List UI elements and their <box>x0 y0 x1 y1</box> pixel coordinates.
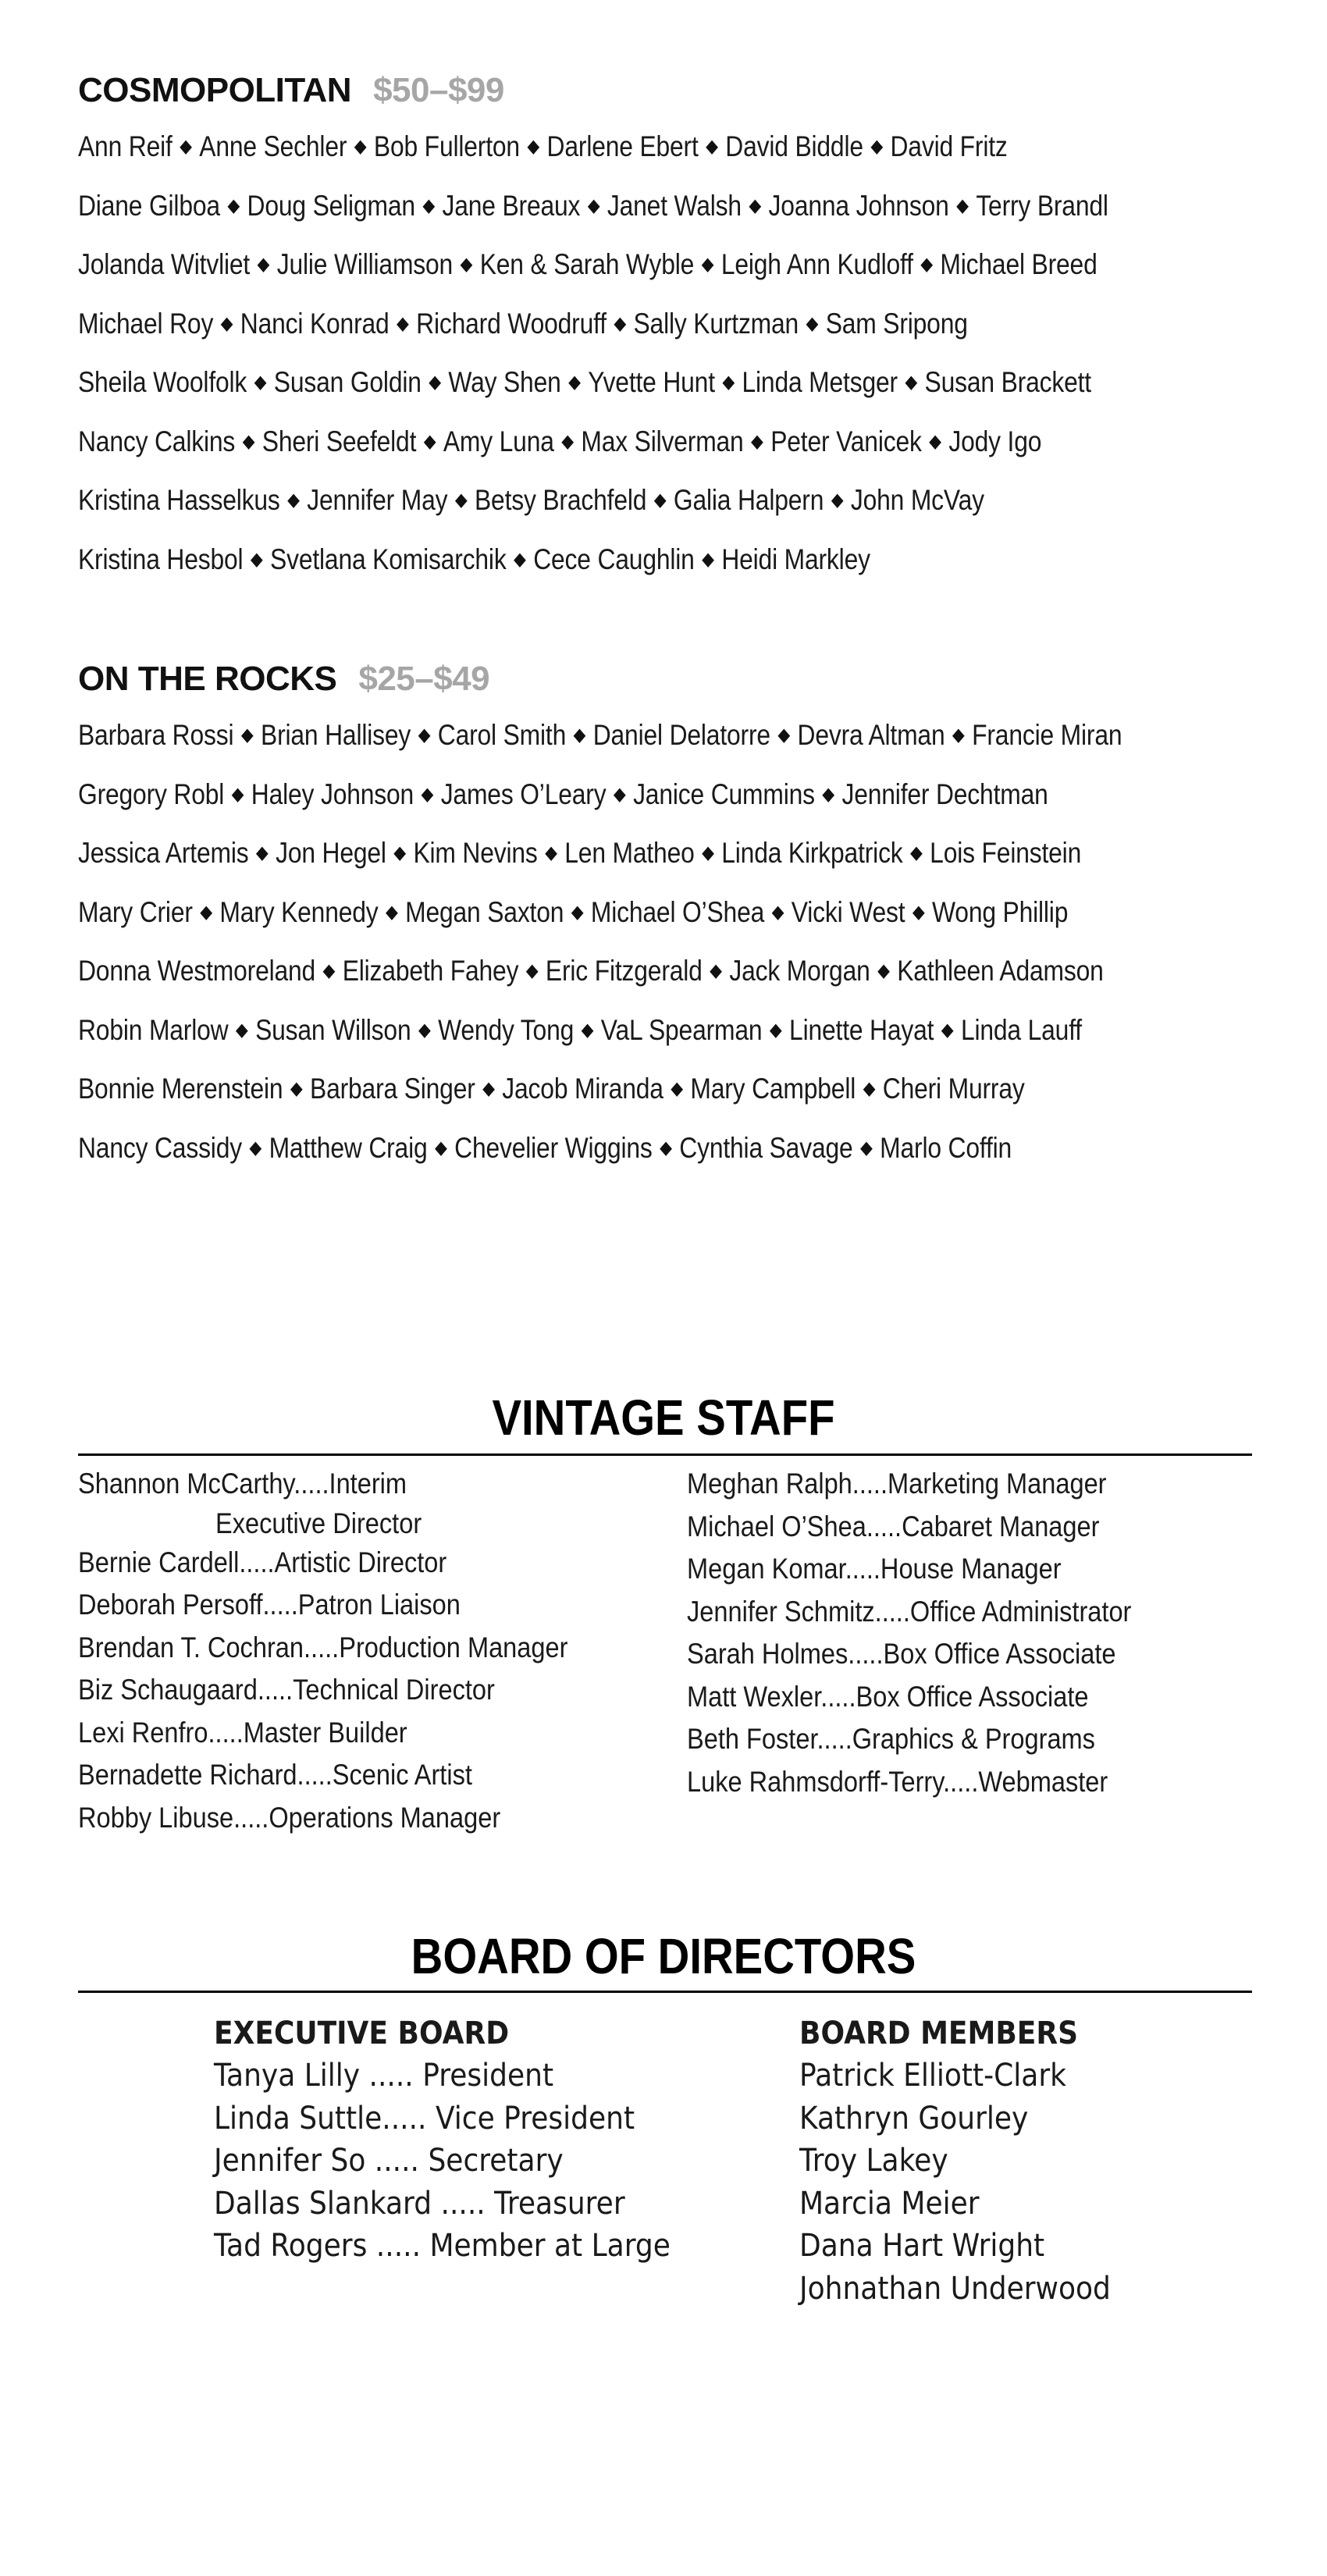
diamond-separator-icon: ◆ <box>769 1019 782 1041</box>
board-members-heading: BOARD MEMBERS <box>799 2016 1079 2051</box>
board-member-entry: Marcia Meier <box>799 2185 980 2222</box>
donor-name: Cece Caughlin <box>533 543 695 575</box>
diamond-separator-icon: ◆ <box>525 960 539 981</box>
donor-name: Brian Hallisey <box>261 719 411 751</box>
diamond-separator-icon: ◆ <box>423 430 436 452</box>
donor-name: Svetlana Komisarchik <box>270 543 507 575</box>
diamond-separator-icon: ◆ <box>393 842 406 863</box>
donor-line <box>78 471 1098 530</box>
donor-name: Jack Morgan <box>729 955 870 987</box>
diamond-separator-icon: ◆ <box>421 783 434 805</box>
donor-name: Amy Luna <box>443 425 554 457</box>
donor-name: Eric Fitzgerald <box>545 955 703 987</box>
donor-line <box>78 883 1098 942</box>
board-member-entry: Kathryn Gourley <box>799 2100 1029 2137</box>
donor-line <box>78 706 1122 765</box>
diamond-separator-icon: ◆ <box>354 136 367 157</box>
cosmopolitan-section <box>78 64 1265 589</box>
donor-name: David Biddle <box>725 130 863 162</box>
diamond-separator-icon: ◆ <box>614 312 627 334</box>
staff-entry: Bernadette Richard.....Scenic Artist <box>78 1759 472 1791</box>
staff-entry: Jennifer Schmitz.....Office Administrator <box>687 1595 1132 1628</box>
diamond-separator-icon: ◆ <box>777 724 791 745</box>
diamond-separator-icon: ◆ <box>418 724 431 745</box>
donor-name: Jennifer Dechtman <box>841 777 1048 810</box>
diamond-separator-icon: ◆ <box>920 254 933 275</box>
diamond-separator-icon: ◆ <box>859 1137 873 1158</box>
staff-entry: Michael O’Shea.....Cabaret Manager <box>687 1510 1100 1542</box>
diamond-separator-icon: ◆ <box>749 194 762 216</box>
diamond-separator-icon: ◆ <box>653 489 667 511</box>
diamond-separator-icon: ◆ <box>702 548 714 570</box>
diamond-separator-icon: ◆ <box>434 1137 447 1158</box>
tier-name: ON THE ROCKS <box>78 660 337 698</box>
diamond-separator-icon: ◆ <box>418 1019 431 1041</box>
staff-column-right <box>687 1463 1296 1803</box>
donor-line <box>78 765 1098 824</box>
donor-name: Jacob Miranda <box>502 1073 664 1105</box>
executive-board-entry: Linda Suttle..... Vice President <box>214 2100 635 2137</box>
donor-name: Jolanda Witvliet <box>78 248 251 280</box>
board-member-entry: Dana Hart Wright <box>799 2228 1045 2264</box>
donor-name: Galia Halpern <box>673 484 824 516</box>
on-the-rocks-donor-list <box>78 706 1265 1177</box>
diamond-separator-icon: ◆ <box>385 901 398 923</box>
staff-entry: Lexi Renfro.....Master Builder <box>78 1716 407 1749</box>
staff-entry: Sarah Holmes.....Box Office Associate <box>687 1638 1116 1670</box>
diamond-separator-icon: ◆ <box>701 254 714 275</box>
diamond-separator-icon: ◆ <box>910 842 923 863</box>
donor-name: Cynthia Savage <box>679 1131 853 1164</box>
on-the-rocks-section <box>78 653 1265 1177</box>
donor-name: Kim Nevins <box>413 837 538 869</box>
donor-name: Ken & Sarah Wyble <box>479 248 695 280</box>
diamond-separator-icon: ◆ <box>751 430 763 452</box>
diamond-separator-icon: ◆ <box>912 901 925 923</box>
donor-line <box>78 294 1098 354</box>
board-members-column <box>799 2012 1145 2310</box>
donor-name: Way Shen <box>448 366 561 398</box>
staff-entry: Deborah Persoff.....Patron Liaison <box>78 1589 461 1621</box>
donor-line <box>78 117 1098 176</box>
donor-name: Kristina Hasselkus <box>78 484 280 516</box>
donor-name: Jon Hegel <box>276 837 386 869</box>
tier-range: $50–$99 <box>373 71 504 109</box>
diamond-separator-icon: ◆ <box>905 372 918 393</box>
executive-board-column <box>214 2012 721 2268</box>
staff-entry: Matt Wexler.....Box Office Associate <box>687 1680 1089 1713</box>
donor-name: Bob Fullerton <box>373 130 520 162</box>
diamond-separator-icon: ◆ <box>514 548 526 570</box>
diamond-separator-icon: ◆ <box>429 372 441 393</box>
donor-name: Jessica Artemis <box>78 837 249 869</box>
donor-name: Michael Roy <box>78 307 214 340</box>
donor-name: Linda Metsger <box>742 366 898 398</box>
donor-name: Janice Cummins <box>633 777 815 810</box>
donor-name: Yvette Hunt <box>588 366 715 398</box>
diamond-separator-icon: ◆ <box>250 548 263 570</box>
board-member-entry: Johnathan Underwood <box>799 2270 1111 2307</box>
donor-name: Mary Campbell <box>690 1073 856 1105</box>
diamond-separator-icon: ◆ <box>227 194 240 216</box>
donor-name: Sally Kurtzman <box>633 307 799 340</box>
diamond-separator-icon: ◆ <box>422 194 436 216</box>
staff-entry-continuation: Executive Director <box>215 1507 422 1539</box>
donor-line <box>78 412 1098 471</box>
diamond-separator-icon: ◆ <box>235 1019 248 1041</box>
donor-name: Michael Breed <box>940 248 1098 280</box>
donor-name: Haley Johnson <box>251 777 414 810</box>
diamond-separator-icon: ◆ <box>255 842 269 863</box>
diamond-separator-icon: ◆ <box>290 1078 303 1099</box>
staff-entry: Biz Schaugaard.....Technical Director <box>78 1674 495 1706</box>
staff-entry: Brendan T. Cochran.....Production Manager <box>78 1631 568 1663</box>
donor-name: Len Matheo <box>564 837 695 869</box>
diamond-separator-icon: ◆ <box>822 783 835 805</box>
donor-name: Julie Williamson <box>276 248 454 280</box>
diamond-separator-icon: ◆ <box>952 724 965 745</box>
donor-line <box>78 1059 1098 1119</box>
diamond-separator-icon: ◆ <box>240 724 254 745</box>
diamond-separator-icon: ◆ <box>242 430 255 452</box>
diamond-separator-icon: ◆ <box>561 430 574 452</box>
donor-name: Daniel Delatorre <box>592 719 770 751</box>
donor-name: Jane Breaux <box>442 189 581 222</box>
diamond-separator-icon: ◆ <box>231 783 244 805</box>
donor-name: Barbara Singer <box>310 1073 475 1105</box>
donor-name: Chevelier Wiggins <box>454 1131 653 1164</box>
staff-column-left <box>78 1463 687 1839</box>
staff-entry: Beth Foster.....Graphics & Programs <box>687 1723 1095 1755</box>
executive-board-entry: Jennifer So ..... Secretary <box>214 2143 564 2179</box>
donor-name: David Fritz <box>890 130 1008 162</box>
executive-board-entry: Dallas Slankard ..... Treasurer <box>214 2185 625 2222</box>
diamond-separator-icon: ◆ <box>929 430 941 452</box>
diamond-separator-icon: ◆ <box>287 489 300 511</box>
diamond-separator-icon: ◆ <box>806 312 819 334</box>
diamond-separator-icon: ◆ <box>322 960 336 981</box>
donor-line <box>78 353 1098 412</box>
donor-name: John McVay <box>850 484 984 516</box>
donor-name: Linda Lauff <box>960 1013 1082 1046</box>
donor-name: Peter Vanicek <box>770 425 922 457</box>
staff-entry: Meghan Ralph.....Marketing Manager <box>687 1468 1107 1500</box>
diamond-separator-icon: ◆ <box>941 1019 954 1041</box>
donor-name: VaL Spearman <box>600 1013 763 1046</box>
donor-name: Robin Marlow <box>78 1013 229 1046</box>
donor-name: Sheila Woolfolk <box>78 366 247 398</box>
executive-board-entry: Tad Rogers ..... Member at Large <box>214 2228 671 2264</box>
staff-divider <box>78 1453 1252 1456</box>
donor-name: Mary Crier <box>78 895 193 928</box>
diamond-separator-icon: ◆ <box>671 1078 683 1099</box>
diamond-separator-icon: ◆ <box>956 194 969 216</box>
donor-name: Donna Westmoreland <box>78 955 316 987</box>
donor-name: Barbara Rossi <box>78 719 234 751</box>
donor-line <box>78 824 1098 883</box>
donor-name: Terry Brandl <box>976 189 1108 222</box>
donor-name: Doug Seligman <box>247 189 415 222</box>
donor-name: James O’Leary <box>440 777 607 810</box>
donor-name: Susan Brackett <box>924 366 1091 398</box>
donor-name: Nancy Cassidy <box>78 1131 242 1164</box>
donor-name: Bonnie Merenstein <box>78 1073 283 1105</box>
donor-name: Gregory Robl <box>78 777 225 810</box>
donor-name: Jody Igo <box>948 425 1042 457</box>
staff-entry: Robby Libuse.....Operations Manager <box>78 1801 501 1834</box>
diamond-separator-icon: ◆ <box>249 1137 262 1158</box>
donor-name: Diane Gilboa <box>78 189 220 222</box>
diamond-separator-icon: ◆ <box>571 901 584 923</box>
donor-name: Marlo Coffin <box>880 1131 1012 1164</box>
donor-name: Max Silverman <box>581 425 744 457</box>
donor-line <box>78 530 1098 589</box>
donor-name: Devra Altman <box>797 719 945 751</box>
donor-name: Nancy Calkins <box>78 425 236 457</box>
diamond-separator-icon: ◆ <box>573 724 586 745</box>
diamond-separator-icon: ◆ <box>831 489 844 511</box>
diamond-separator-icon: ◆ <box>460 254 473 275</box>
diamond-separator-icon: ◆ <box>613 783 626 805</box>
donor-name: Linette Hayat <box>789 1013 934 1046</box>
executive-board-heading: EXECUTIVE BOARD <box>214 2016 510 2051</box>
diamond-separator-icon: ◆ <box>771 901 784 923</box>
donor-name: Francie Miran <box>972 719 1122 751</box>
donor-name: Carol Smith <box>437 719 567 751</box>
donor-name: Joanna Johnson <box>768 189 949 222</box>
donor-name: Nanci Konrad <box>240 307 390 340</box>
donor-name: Darlene Ebert <box>546 130 699 162</box>
donor-name: Richard Woodruff <box>416 307 607 340</box>
diamond-separator-icon: ◆ <box>710 960 722 981</box>
donor-name: Sheri Seefeldt <box>261 425 417 457</box>
donor-name: Linda Kirkpatrick <box>721 837 903 869</box>
diamond-separator-icon: ◆ <box>587 194 600 216</box>
board-member-entry: Troy Lakey <box>799 2143 948 2179</box>
diamond-separator-icon: ◆ <box>220 312 233 334</box>
tier-name: COSMOPOLITAN <box>78 71 352 109</box>
diamond-separator-icon: ◆ <box>254 372 267 393</box>
donor-name: Megan Saxton <box>405 895 564 928</box>
donor-name: Jennifer May <box>307 484 448 516</box>
diamond-separator-icon: ◆ <box>863 1078 876 1099</box>
diamond-separator-icon: ◆ <box>397 312 409 334</box>
donor-name: Elizabeth Fahey <box>342 955 519 987</box>
diamond-separator-icon: ◆ <box>545 842 557 863</box>
donor-name: Kristina Hesbol <box>78 543 244 575</box>
donor-name: Anne Sechler <box>199 130 347 162</box>
diamond-separator-icon: ◆ <box>180 136 192 157</box>
staff-entry: Shannon McCarthy.....Interim <box>78 1468 407 1500</box>
donor-name: Lois Feinstein <box>930 837 1082 869</box>
diamond-separator-icon: ◆ <box>581 1019 594 1041</box>
diamond-separator-icon: ◆ <box>454 489 468 511</box>
donor-name: Michael O’Shea <box>590 895 765 928</box>
diamond-separator-icon: ◆ <box>527 136 540 157</box>
donor-line <box>78 1001 1098 1060</box>
donor-line <box>78 941 1104 1001</box>
donor-name: Betsy Brachfeld <box>474 484 647 516</box>
donor-name: Wendy Tong <box>438 1013 575 1046</box>
donor-name: Cheri Murray <box>882 1073 1025 1105</box>
diamond-separator-icon: ◆ <box>482 1078 495 1099</box>
tier-range: $25–$49 <box>358 660 490 698</box>
donor-name: Wong Phillip <box>932 895 1069 928</box>
diamond-separator-icon: ◆ <box>702 842 714 863</box>
staff-heading: VINTAGE STAFF <box>492 1389 835 1446</box>
diamond-separator-icon: ◆ <box>660 1137 672 1158</box>
donor-name: Leigh Ann Kudloff <box>720 248 913 280</box>
staff-entry: Megan Komar.....House Manager <box>687 1553 1062 1585</box>
donor-name: Susan Willson <box>255 1013 411 1046</box>
donor-name: Janet Walsh <box>607 189 742 222</box>
donor-name: Matthew Craig <box>269 1131 428 1164</box>
donor-name: Vicki West <box>791 895 905 928</box>
donor-name: Heidi Markley <box>721 543 870 575</box>
board-divider <box>78 1991 1252 1993</box>
on-the-rocks-heading <box>78 653 1265 706</box>
diamond-separator-icon: ◆ <box>722 372 735 393</box>
board-heading: BOARD OF DIRECTORS <box>411 1928 916 1984</box>
cosmopolitan-donor-list <box>78 117 1265 589</box>
diamond-separator-icon: ◆ <box>257 254 270 275</box>
diamond-separator-icon: ◆ <box>870 136 884 157</box>
diamond-separator-icon: ◆ <box>200 901 212 923</box>
donor-line <box>78 1119 1098 1178</box>
donor-name: Ann Reif <box>78 130 173 162</box>
donor-name: Sam Sripong <box>825 307 968 340</box>
diamond-separator-icon: ◆ <box>568 372 581 393</box>
donor-line <box>78 235 1098 294</box>
staff-entry: Bernie Cardell.....Artistic Director <box>78 1546 447 1578</box>
staff-entry: Luke Rahmsdorff-Terry.....Webmaster <box>687 1765 1108 1798</box>
cosmopolitan-heading <box>78 64 1265 117</box>
donor-line <box>78 176 1108 236</box>
board-member-entry: Patrick Elliott-Clark <box>799 2058 1066 2094</box>
donor-name: Susan Goldin <box>273 366 422 398</box>
executive-board-entry: Tanya Lilly ..... President <box>214 2058 554 2094</box>
donor-name: Mary Kennedy <box>219 895 379 928</box>
diamond-separator-icon: ◆ <box>706 136 718 157</box>
diamond-separator-icon: ◆ <box>877 960 890 981</box>
donor-name: Kathleen Adamson <box>897 955 1104 987</box>
